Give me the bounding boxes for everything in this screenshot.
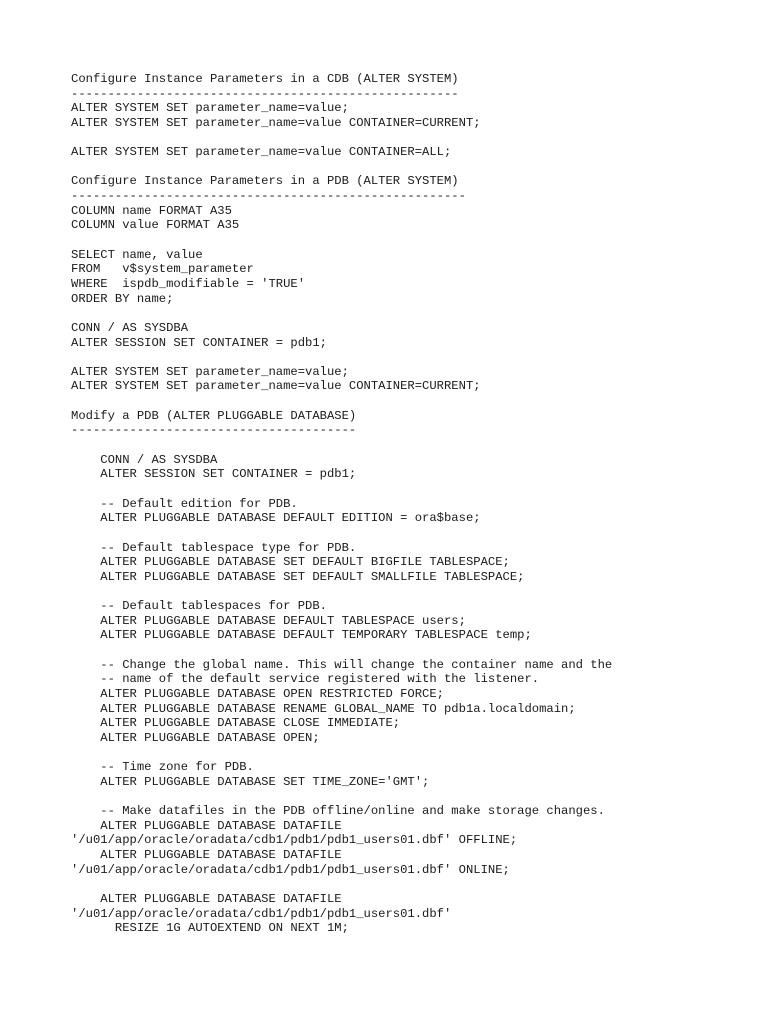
code-line: FROM v$system_parameter bbox=[71, 262, 254, 277]
code-line: ALTER SYSTEM SET parameter_name=value CONTAINER=CURRENT; bbox=[71, 379, 481, 394]
blank-line bbox=[71, 160, 761, 175]
code-line: ALTER PLUGGABLE DATABASE DATAFILE bbox=[71, 891, 342, 906]
blank-line bbox=[71, 526, 761, 541]
code-line: ALTER PLUGGABLE DATABASE OPEN RESTRICTED FORCE; bbox=[71, 686, 444, 701]
code-line: RESIZE 1G AUTOEXTEND ON NEXT 1M; bbox=[71, 921, 349, 936]
comment-line: -- Time zone for PDB. bbox=[71, 760, 254, 775]
blank-line bbox=[71, 584, 761, 599]
document-page bbox=[71, 72, 761, 936]
code-line: '/u01/app/oracle/oradata/cdb1/pdb1/pdb1_users01.dbf' bbox=[71, 906, 452, 921]
code-line: ALTER PLUGGABLE DATABASE DATAFILE bbox=[71, 847, 342, 862]
code-line: ALTER SYSTEM SET parameter_name=value CONTAINER=CURRENT; bbox=[71, 115, 481, 130]
code-line: ALTER PLUGGABLE DATABASE OPEN; bbox=[71, 730, 320, 745]
code-line: ALTER SYSTEM SET parameter_name=value; bbox=[71, 364, 349, 379]
section-underline: ------------------------------------------------------ bbox=[71, 189, 466, 204]
comment-line: -- Default tablespaces for PDB. bbox=[71, 599, 327, 614]
code-line: '/u01/app/oracle/oradata/cdb1/pdb1/pdb1_users01.dbf' OFFLINE; bbox=[71, 833, 518, 848]
code-line: '/u01/app/oracle/oradata/cdb1/pdb1/pdb1_users01.dbf' ONLINE; bbox=[71, 862, 510, 877]
code-line: ORDER BY name; bbox=[71, 291, 174, 306]
blank-line bbox=[71, 877, 761, 892]
comment-line: -- name of the default service registered with the listener. bbox=[71, 672, 540, 687]
code-line: CONN / AS SYSDBA bbox=[71, 320, 189, 335]
code-line: ALTER PLUGGABLE DATABASE DEFAULT EDITION = ora$base; bbox=[71, 511, 481, 526]
code-line: ALTER PLUGGABLE DATABASE SET DEFAULT SMALLFILE TABLESPACE; bbox=[71, 569, 525, 584]
blank-line bbox=[71, 438, 761, 453]
code-line: ALTER PLUGGABLE DATABASE CLOSE IMMEDIATE; bbox=[71, 716, 401, 731]
blank-line bbox=[71, 745, 761, 760]
section-heading: Configure Instance Parameters in a CDB (ALTER SYSTEM) bbox=[71, 72, 459, 86]
code-line: ALTER SESSION SET CONTAINER = pdb1; bbox=[71, 467, 357, 482]
comment-line: -- Change the global name. This will change the container name and the bbox=[71, 657, 613, 672]
code-line: CONN / AS SYSDBA bbox=[71, 452, 218, 467]
blank-line bbox=[71, 482, 761, 497]
code-line: COLUMN value FORMAT A35 bbox=[71, 218, 240, 233]
comment-line: -- Default tablespace type for PDB. bbox=[71, 540, 357, 555]
blank-line bbox=[71, 131, 761, 146]
code-line: ALTER PLUGGABLE DATABASE DEFAULT TABLESPACE users; bbox=[71, 613, 466, 628]
blank-line bbox=[71, 789, 761, 804]
code-line: WHERE ispdb_modifiable = 'TRUE' bbox=[71, 276, 306, 291]
section-heading: Configure Instance Parameters in a PDB (ALTER SYSTEM) bbox=[71, 174, 459, 189]
code-line: ALTER PLUGGABLE DATABASE DATAFILE bbox=[71, 818, 342, 833]
code-line: ALTER PLUGGABLE DATABASE SET TIME_ZONE='GMT'; bbox=[71, 774, 430, 789]
code-line: COLUMN name FORMAT A35 bbox=[71, 203, 232, 218]
section-underline: ----------------------------------------------------- bbox=[71, 86, 459, 101]
code-line: ALTER SYSTEM SET parameter_name=value CONTAINER=ALL; bbox=[71, 145, 452, 160]
code-line: ALTER PLUGGABLE DATABASE DEFAULT TEMPORARY TABLESPACE temp; bbox=[71, 628, 532, 643]
comment-line: -- Default edition for PDB. bbox=[71, 496, 298, 511]
blank-line bbox=[71, 350, 761, 365]
comment-line: -- Make datafiles in the PDB offline/online and make storage changes. bbox=[71, 804, 605, 819]
blank-line bbox=[71, 643, 761, 658]
section-underline: --------------------------------------- bbox=[71, 423, 357, 438]
blank-line bbox=[71, 394, 761, 409]
code-line: ALTER PLUGGABLE DATABASE SET DEFAULT BIGFILE TABLESPACE; bbox=[71, 555, 510, 570]
code-line: SELECT name, value bbox=[71, 247, 203, 262]
blank-line bbox=[71, 306, 761, 321]
code-line: ALTER PLUGGABLE DATABASE RENAME GLOBAL_NAME TO pdb1a.localdomain; bbox=[71, 701, 576, 716]
section-heading: Modify a PDB (ALTER PLUGGABLE DATABASE) bbox=[71, 408, 357, 423]
code-line: ALTER SYSTEM SET parameter_name=value; bbox=[71, 101, 349, 116]
blank-line bbox=[71, 233, 761, 248]
code-line: ALTER SESSION SET CONTAINER = pdb1; bbox=[71, 335, 327, 350]
